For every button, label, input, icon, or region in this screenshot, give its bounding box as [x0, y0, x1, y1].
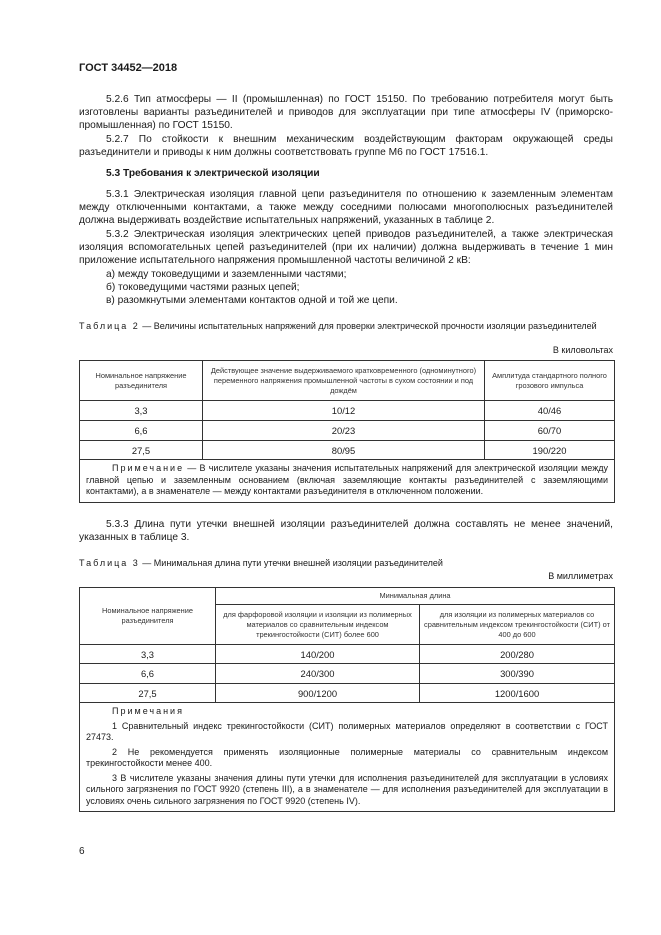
- table-row: [80, 684, 615, 703]
- table-cell: 20/23: [203, 421, 485, 441]
- paragraph-5-3-1: 5.3.1 Электрическая изоляция главной цепи разъединителя по отношению к заземленным элементам между отключенными контактами, а также между соседними полюсами многополюсных разъединителей должна выдерживать воздействие испытательных напряжений, указанных в таблице 2.: [79, 189, 613, 227]
- table-2-caption-label: Таблица 2: [79, 321, 140, 331]
- table-2-header-row: [80, 361, 615, 401]
- table-2-note: [80, 460, 615, 503]
- document-header: ГОСТ 34452—2018: [79, 62, 178, 74]
- table-cell: 200/280: [420, 645, 615, 664]
- table-2-caption: [79, 321, 613, 333]
- table-3: [79, 587, 615, 812]
- table-cell: 3,3: [80, 401, 203, 421]
- table-2-caption-text: — Величины испытательных напряжений для проверки электрической прочности изоляции разъединителей: [139, 321, 597, 331]
- table-2: [79, 360, 615, 503]
- paragraph-5-3-2: 5.3.2 Электрическая изоляция электрических цепей приводов разъединителей, а также электрическая изоляция вспомогательных цепей разъединителей (при их наличии) должна выдерживать в течение 1 мин приложение испытательного напряжения промышленной частоты величиной 2 кВ:: [79, 229, 613, 267]
- table-2-note-text: — В числителе указаны значения испытательных напряжений для электрической изоляции между главной цепью и заземленным основанием (включая заземляющие контакты разъединителей с заземляющими контактами), а в знаменателе — между контактами разъединителя в отключенном положении.: [86, 463, 608, 496]
- table-3-notes-label: Примечания: [112, 706, 184, 716]
- table-2-note-row: [80, 460, 615, 503]
- table-3-note-1: 1 Сравнительный индекс трекингостойкости (СИТ) полимерных материалов определяют в соответствии с ГОСТ 27473.: [86, 720, 609, 742]
- table-3-note-3: 3 В числителе указаны значения длины пути утечки для исполнения разъединителей для эксплуатации в условиях сильного загрязнения по ГОСТ 9920 (степень III), а в знаменателе — для исполнения разъединителей для эксплуатации в условиях очень сильного загрязнения по ГОСТ 9920 (степень IV).: [86, 772, 609, 806]
- table-3-note-2: 2 Не рекомендуется применять изоляционные полимерные материалы со сравнительным индексом трекингостойкости менее 400.: [86, 746, 609, 768]
- table-cell: 6,6: [80, 664, 216, 684]
- table-3-header-group: Минимальная длина: [216, 588, 615, 605]
- table-row: [80, 401, 615, 421]
- table-2-header-cell: Амплитуда стандартного полного грозового импульса: [485, 361, 615, 401]
- table-cell: 240/300: [216, 664, 420, 684]
- table-cell: 300/390: [420, 664, 615, 684]
- table-3-header-row: [80, 588, 615, 605]
- section-heading-5-3: 5.3 Требования к электрической изоляции: [106, 168, 320, 179]
- table-3-header-cell: Номинальное напряжение разъединителя: [80, 588, 216, 645]
- table-cell: 10/12: [203, 401, 485, 421]
- table-cell: 27,5: [80, 684, 216, 703]
- table-3-caption-label: Таблица 3: [79, 558, 140, 568]
- table-cell: 60/70: [485, 421, 615, 441]
- table-row: [80, 645, 615, 664]
- table-3-notes-row: [80, 703, 615, 812]
- table-cell: 3,3: [80, 645, 216, 664]
- table-row: [80, 421, 615, 441]
- table-row: [80, 441, 615, 460]
- table-cell: 1200/1600: [420, 684, 615, 703]
- table-2-header-cell: Номинальное напряжение разъединителя: [80, 361, 203, 401]
- table-cell: 40/46: [485, 401, 615, 421]
- table-2-unit: В киловольтах: [552, 345, 613, 355]
- list-item-c: в) разомкнутыми элементами контактов одной и той же цепи.: [106, 295, 398, 306]
- table-cell: 27,5: [80, 441, 203, 460]
- paragraph-5-2-7: 5.2.7 По стойкости к внешним механическим воздействующим факторам окружающей среды разъединители и приводы к ним должны соответствовать группе М6 по ГОСТ 17516.1.: [79, 134, 613, 159]
- table-3-caption: [79, 558, 613, 570]
- table-row: [80, 664, 615, 684]
- page-number: 6: [79, 846, 85, 857]
- table-3-header-cell: для изоляции из полимерных материалов со сравнительным индексом трекингостойкости (СИТ) от 400 до 600: [420, 605, 615, 645]
- table-cell: 80/95: [203, 441, 485, 460]
- paragraph-5-3-3: 5.3.3 Длина пути утечки внешней изоляции разъединителей должна составлять не менее значений, указанных в таблице 3.: [79, 519, 613, 544]
- table-cell: 190/220: [485, 441, 615, 460]
- table-2-note-label: Примечание: [112, 463, 185, 473]
- table-3-notes: [80, 703, 615, 812]
- table-2-header-cell: Действующее значение выдерживаемого кратковременного (одноминутного) переменного напряжения промышленной частоты в сухом состоянии и под дождём: [203, 361, 485, 401]
- list-item-a: а) между токоведущими и заземленными частями;: [106, 269, 347, 280]
- table-3-unit: В миллиметрах: [548, 571, 613, 581]
- table-cell: 900/1200: [216, 684, 420, 703]
- table-cell: 6,6: [80, 421, 203, 441]
- table-3-header-cell: для фарфоровой изоляции и изоляции из полимерных материалов со сравнительным индексом трекингостойкости (СИТ) более 600: [216, 605, 420, 645]
- table-3-caption-text: — Минимальная длина пути утечки внешней изоляции разъединителей: [139, 558, 443, 568]
- table-cell: 140/200: [216, 645, 420, 664]
- list-item-b: б) токоведущими частями разных цепей;: [106, 282, 300, 293]
- paragraph-5-2-6: 5.2.6 Тип атмосферы — II (промышленная) по ГОСТ 15150. По требованию потребителя могут быть изготовлены варианты разъединителей и приводов для эксплуатации при типе атмосферы IV (приморско-промышленная) по ГОСТ 15150.: [79, 94, 613, 132]
